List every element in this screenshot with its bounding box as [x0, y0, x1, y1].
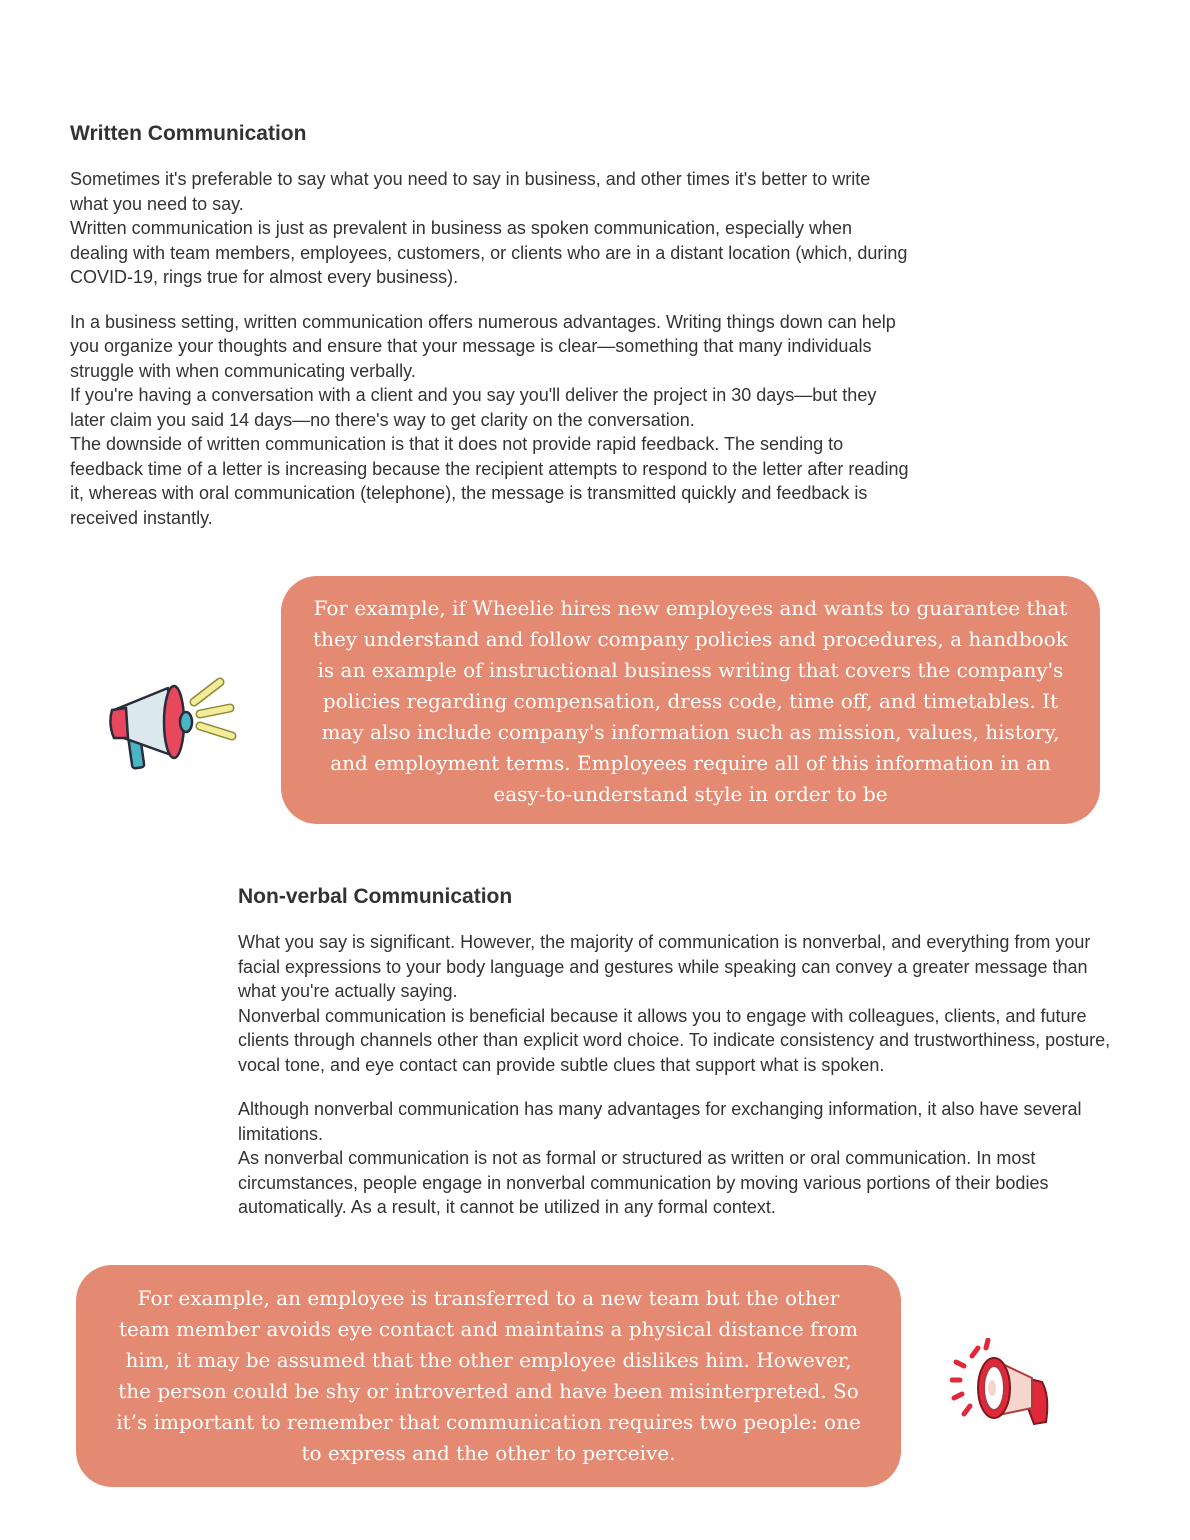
nonverbal-p1-line1: What you say is significant. However, the majority of communication is nonverbal, and everything from your facial expressions to your body language and gestures while speaking can convey a greater message than what you're actually saying.: [238, 932, 1091, 1001]
nonverbal-p2-line1: Although nonverbal communication has many advantages for exchanging information, it also have several limitations.: [238, 1099, 1082, 1144]
written-paragraph: [70, 310, 910, 531]
written-p2-line1: In a business setting, written communication offers numerous advantages. Writing things down can help you organize your thoughts and ensure that your message is clear—something that many individuals struggle with when communicating verbally.: [70, 311, 896, 381]
nonverbal-paragraph: [238, 930, 1118, 1077]
nonverbal-section: [238, 884, 1118, 1220]
written-p2-line2: If you're having a conversation with a client and you say you'll deliver the project in 30 days—but they later claim you said 14 days—no there's way to get clarity on the conversation.: [70, 385, 877, 430]
written-p1-line1: Sometimes it's preferable to say what you need to say in business, and other times it's better to write what you need to say.: [70, 169, 871, 214]
written-p1-line2: Written communication is just as prevalent in business as spoken communication, especially when dealing with team members, employees, customers, or clients who are in a distant location (which, during COVID-19, rings true for almost every business).: [70, 218, 908, 287]
nonverbal-p2-line2: As nonverbal communication is not as formal or structured as written or oral communication. In most circumstances, people engage in nonverbal communication by moving various portions of their bodies automatically. As a result, it cannot be utilized in any formal context.: [238, 1148, 1049, 1217]
megaphone-icon: [104, 674, 238, 774]
megaphone-icon: [950, 1338, 1058, 1434]
written-section: [70, 121, 910, 530]
written-p2-line3: The downside of written communication is that it does not provide rapid feedback. The sending to feedback time of a letter is increasing because the recipient attempts to respond to the letter after reading it, whereas with oral communication (telephone), the message is transmitted quickly and feedback is received instantly.: [70, 434, 909, 528]
written-example-callout: [281, 576, 1100, 824]
written-example-text: For example, if Wheelie hires new employees and wants to guarantee that they understand and follow company policies and procedures, a handbook is an example of instructional business writing that covers the company's policies regarding compensation, dress code, time off, and timetables. It may also include company's information such as mission, values, history, and employment terms. Employees require all of this information in an easy-to-understand style in order to be: [313, 596, 1068, 806]
written-paragraph: [70, 167, 910, 290]
nonverbal-paragraph: [238, 1097, 1118, 1220]
nonverbal-p1-line2: Nonverbal communication is beneficial because it allows you to engage with colleagues, clients, and future clients through channels other than explicit word choice. To indicate consistency and trustworthiness, posture, vocal tone, and eye contact can provide subtle clues that support what is spoken.: [238, 1005, 1111, 1075]
written-heading: Written Communication: [70, 122, 307, 145]
nonverbal-example-text: For example, an employee is transferred to a new team but the other team member avoids eye contact and maintains a physical distance from him, it may be assumed that the other employee dislikes him. However, the person could be shy or introverted and have been misinterpreted. So it’s important to remember that communication requires two people: one to express and the other to perceive.: [116, 1286, 861, 1465]
nonverbal-heading: Non-verbal Communication: [238, 885, 513, 908]
nonverbal-example-callout: [76, 1265, 901, 1487]
